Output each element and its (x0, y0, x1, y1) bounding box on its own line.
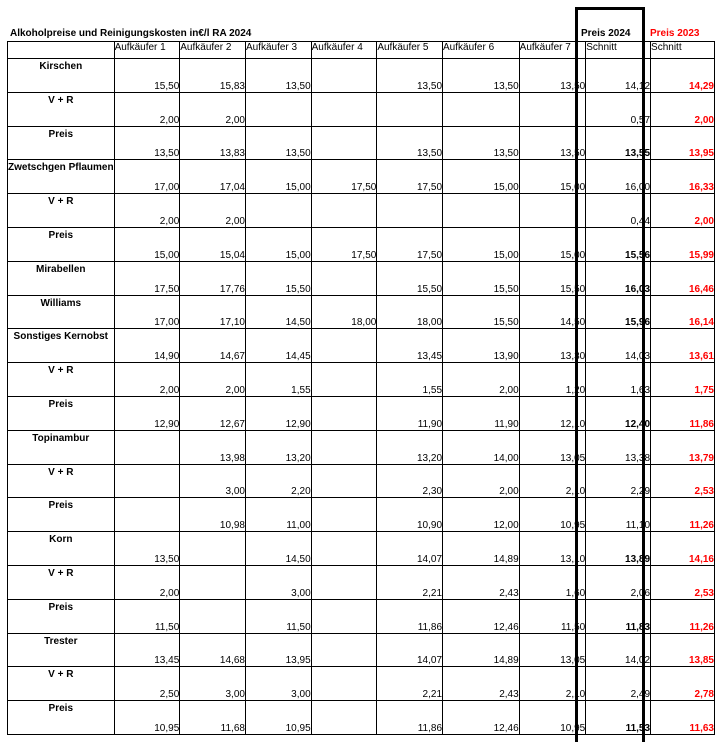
column-header-schnitt-2024: Schnitt (586, 42, 651, 59)
table-row (8, 295, 715, 329)
cell-aufkaeufer-4 (311, 599, 377, 633)
cell-aufkaeufer-7: 13,05 (519, 633, 586, 667)
table-row (8, 160, 715, 194)
cell-aufkaeufer-1: 2,50 (114, 667, 180, 701)
cell-aufkaeufer-2: 12,67 (180, 396, 246, 430)
cell-aufkaeufer-5: 15,50 (377, 261, 443, 295)
table-row (8, 667, 715, 701)
cell-aufkaeufer-4 (311, 59, 377, 93)
cell-aufkaeufer-6: 12,00 (443, 498, 520, 532)
cell-aufkaeufer-2: 2,00 (180, 363, 246, 397)
column-header-aufkaeufer-4: Aufkäufer 4 (311, 42, 377, 59)
cell-schnitt-2024: 11,53 (586, 701, 651, 735)
column-header-aufkaeufer-7: Aufkäufer 7 (519, 42, 586, 59)
table-row (8, 701, 715, 735)
cell-aufkaeufer-5: 17,50 (377, 227, 443, 261)
header-price-2024: Preis 2024 (581, 28, 631, 39)
cell-schnitt-2023: 16,46 (651, 261, 715, 295)
cell-aufkaeufer-6: 13,50 (443, 126, 520, 160)
cell-aufkaeufer-4 (311, 194, 377, 228)
cell-schnitt-2024: 16,00 (586, 160, 651, 194)
cell-aufkaeufer-7 (519, 92, 586, 126)
table-row (8, 532, 715, 566)
cell-schnitt-2023: 13,85 (651, 633, 715, 667)
cell-schnitt-2024: 2,49 (586, 667, 651, 701)
cell-aufkaeufer-3: 1,55 (245, 363, 311, 397)
price-table (7, 41, 715, 735)
cell-schnitt-2024: 14,03 (586, 329, 651, 363)
cell-aufkaeufer-7: 13,30 (519, 329, 586, 363)
table-row (8, 126, 715, 160)
row-label: Korn (8, 532, 115, 566)
table-row (8, 363, 715, 397)
cell-aufkaeufer-1 (114, 498, 180, 532)
row-label: Preis (8, 227, 115, 261)
cell-aufkaeufer-4 (311, 633, 377, 667)
cell-aufkaeufer-2: 17,04 (180, 160, 246, 194)
cell-schnitt-2024: 12,40 (586, 396, 651, 430)
cell-schnitt-2023: 13,61 (651, 329, 715, 363)
cell-aufkaeufer-3: 11,50 (245, 599, 311, 633)
row-label: Mirabellen (8, 261, 115, 295)
row-label: Preis (8, 396, 115, 430)
cell-aufkaeufer-7: 13,50 (519, 59, 586, 93)
table-row (8, 565, 715, 599)
cell-aufkaeufer-4 (311, 701, 377, 735)
cell-aufkaeufer-2: 15,83 (180, 59, 246, 93)
cell-aufkaeufer-3: 12,90 (245, 396, 311, 430)
cell-aufkaeufer-3 (245, 194, 311, 228)
cell-aufkaeufer-1: 2,00 (114, 92, 180, 126)
cell-aufkaeufer-2: 15,04 (180, 227, 246, 261)
cell-aufkaeufer-5: 13,45 (377, 329, 443, 363)
cell-aufkaeufer-3 (245, 92, 311, 126)
row-label: V + R (8, 363, 115, 397)
cell-aufkaeufer-5 (377, 92, 443, 126)
column-header-aufkaeufer-2: Aufkäufer 2 (180, 42, 246, 59)
cell-aufkaeufer-6: 2,00 (443, 363, 520, 397)
cell-schnitt-2024: 2,29 (586, 464, 651, 498)
cell-schnitt-2023: 2,53 (651, 565, 715, 599)
cell-schnitt-2024: 16,03 (586, 261, 651, 295)
row-label: V + R (8, 667, 115, 701)
cell-schnitt-2023: 2,00 (651, 194, 715, 228)
table-row (8, 59, 715, 93)
cell-aufkaeufer-3: 3,00 (245, 667, 311, 701)
cell-schnitt-2024: 13,55 (586, 126, 651, 160)
cell-schnitt-2024: 14,12 (586, 59, 651, 93)
cell-aufkaeufer-1: 15,00 (114, 227, 180, 261)
cell-aufkaeufer-6: 14,89 (443, 633, 520, 667)
cell-aufkaeufer-4 (311, 92, 377, 126)
cell-aufkaeufer-7: 13,50 (519, 126, 586, 160)
row-label: Preis (8, 498, 115, 532)
cell-schnitt-2024: 11,10 (586, 498, 651, 532)
cell-aufkaeufer-2 (180, 532, 246, 566)
cell-aufkaeufer-6: 12,46 (443, 701, 520, 735)
cell-aufkaeufer-2: 13,98 (180, 430, 246, 464)
row-label: Topinambur (8, 430, 115, 464)
cell-aufkaeufer-2: 17,10 (180, 295, 246, 329)
cell-aufkaeufer-2: 2,00 (180, 194, 246, 228)
cell-schnitt-2023: 13,95 (651, 126, 715, 160)
cell-aufkaeufer-5: 1,55 (377, 363, 443, 397)
sheet-title: Alkoholpreise und Reinigungskosten in€/l RA 2024 (10, 28, 252, 39)
cell-aufkaeufer-1: 11,50 (114, 599, 180, 633)
table-body (8, 59, 715, 735)
column-header-schnitt-2023: Schnitt (651, 42, 715, 59)
cell-aufkaeufer-3: 15,00 (245, 160, 311, 194)
cell-aufkaeufer-3: 13,50 (245, 126, 311, 160)
cell-aufkaeufer-1: 10,95 (114, 701, 180, 735)
cell-aufkaeufer-4 (311, 667, 377, 701)
cell-aufkaeufer-7: 1,60 (519, 565, 586, 599)
cell-aufkaeufer-5: 2,21 (377, 667, 443, 701)
cell-schnitt-2024: 14,02 (586, 633, 651, 667)
cell-aufkaeufer-6: 2,43 (443, 565, 520, 599)
cell-aufkaeufer-4 (311, 532, 377, 566)
cell-aufkaeufer-5: 13,20 (377, 430, 443, 464)
cell-aufkaeufer-1: 13,50 (114, 126, 180, 160)
cell-aufkaeufer-7 (519, 194, 586, 228)
cell-aufkaeufer-1: 13,50 (114, 532, 180, 566)
column-header-aufkaeufer-1: Aufkäufer 1 (114, 42, 180, 59)
row-label: Williams (8, 295, 115, 329)
cell-aufkaeufer-7: 2,10 (519, 667, 586, 701)
cell-schnitt-2023: 11,86 (651, 396, 715, 430)
cell-aufkaeufer-3: 2,20 (245, 464, 311, 498)
cell-aufkaeufer-4: 18,00 (311, 295, 377, 329)
cell-aufkaeufer-3: 13,20 (245, 430, 311, 464)
column-header-aufkaeufer-3: Aufkäufer 3 (245, 42, 311, 59)
cell-aufkaeufer-1: 13,45 (114, 633, 180, 667)
cell-aufkaeufer-4: 17,50 (311, 227, 377, 261)
table-row (8, 430, 715, 464)
cell-aufkaeufer-1: 12,90 (114, 396, 180, 430)
cell-schnitt-2023: 15,99 (651, 227, 715, 261)
cell-aufkaeufer-7: 2,10 (519, 464, 586, 498)
cell-aufkaeufer-5: 13,50 (377, 126, 443, 160)
cell-aufkaeufer-3: 13,95 (245, 633, 311, 667)
cell-schnitt-2024: 15,56 (586, 227, 651, 261)
cell-schnitt-2023: 2,00 (651, 92, 715, 126)
cell-aufkaeufer-6: 13,50 (443, 59, 520, 93)
cell-schnitt-2023: 1,75 (651, 363, 715, 397)
row-label: Preis (8, 126, 115, 160)
cell-schnitt-2023: 11,26 (651, 599, 715, 633)
cell-schnitt-2023: 14,29 (651, 59, 715, 93)
cell-aufkaeufer-1: 17,00 (114, 160, 180, 194)
cell-schnitt-2023: 16,14 (651, 295, 715, 329)
cell-schnitt-2023: 16,33 (651, 160, 715, 194)
cell-aufkaeufer-1 (114, 464, 180, 498)
cell-aufkaeufer-7: 14,50 (519, 295, 586, 329)
cell-aufkaeufer-2: 17,76 (180, 261, 246, 295)
cell-aufkaeufer-7: 13,10 (519, 532, 586, 566)
cell-aufkaeufer-7: 11,50 (519, 599, 586, 633)
cell-aufkaeufer-5: 13,50 (377, 59, 443, 93)
cell-aufkaeufer-2: 3,00 (180, 464, 246, 498)
cell-aufkaeufer-1: 2,00 (114, 363, 180, 397)
cell-aufkaeufer-5: 17,50 (377, 160, 443, 194)
cell-schnitt-2023: 11,26 (651, 498, 715, 532)
cell-aufkaeufer-7: 10,95 (519, 701, 586, 735)
column-header-label (8, 42, 115, 59)
cell-aufkaeufer-7: 15,00 (519, 227, 586, 261)
cell-aufkaeufer-1: 17,50 (114, 261, 180, 295)
cell-aufkaeufer-2: 14,68 (180, 633, 246, 667)
cell-aufkaeufer-5: 11,90 (377, 396, 443, 430)
cell-aufkaeufer-3: 15,00 (245, 227, 311, 261)
cell-aufkaeufer-6: 15,50 (443, 295, 520, 329)
column-header-row (8, 42, 715, 59)
cell-aufkaeufer-7: 15,50 (519, 261, 586, 295)
cell-aufkaeufer-7: 12,10 (519, 396, 586, 430)
cell-schnitt-2023: 14,16 (651, 532, 715, 566)
cell-aufkaeufer-6: 14,89 (443, 532, 520, 566)
cell-schnitt-2023: 11,63 (651, 701, 715, 735)
cell-schnitt-2024: 0,57 (586, 92, 651, 126)
cell-aufkaeufer-7: 13,05 (519, 430, 586, 464)
table-row (8, 599, 715, 633)
cell-aufkaeufer-1: 14,90 (114, 329, 180, 363)
row-label: Zwetschgen Pflaumen (8, 160, 115, 194)
cell-aufkaeufer-4 (311, 430, 377, 464)
cell-aufkaeufer-5: 11,86 (377, 701, 443, 735)
row-label: V + R (8, 464, 115, 498)
cell-aufkaeufer-6: 11,90 (443, 396, 520, 430)
row-label: Trester (8, 633, 115, 667)
cell-aufkaeufer-3: 14,50 (245, 295, 311, 329)
cell-aufkaeufer-6: 13,90 (443, 329, 520, 363)
cell-aufkaeufer-4 (311, 126, 377, 160)
cell-schnitt-2023: 2,78 (651, 667, 715, 701)
row-label: Sonstiges Kernobst (8, 329, 115, 363)
cell-aufkaeufer-2: 3,00 (180, 667, 246, 701)
cell-aufkaeufer-4: 17,50 (311, 160, 377, 194)
cell-schnitt-2024: 11,83 (586, 599, 651, 633)
cell-aufkaeufer-6: 15,00 (443, 160, 520, 194)
cell-schnitt-2024: 2,06 (586, 565, 651, 599)
cell-aufkaeufer-5: 11,86 (377, 599, 443, 633)
cell-aufkaeufer-1 (114, 430, 180, 464)
table-row (8, 498, 715, 532)
cell-aufkaeufer-3: 11,00 (245, 498, 311, 532)
cell-schnitt-2023: 13,79 (651, 430, 715, 464)
row-label: V + R (8, 194, 115, 228)
cell-schnitt-2024: 15,96 (586, 295, 651, 329)
cell-aufkaeufer-1: 2,00 (114, 565, 180, 599)
cell-aufkaeufer-3: 14,50 (245, 532, 311, 566)
row-label: V + R (8, 565, 115, 599)
cell-aufkaeufer-7: 15,00 (519, 160, 586, 194)
cell-aufkaeufer-4 (311, 261, 377, 295)
cell-aufkaeufer-3: 3,00 (245, 565, 311, 599)
cell-aufkaeufer-3: 13,50 (245, 59, 311, 93)
cell-aufkaeufer-5: 14,07 (377, 532, 443, 566)
cell-aufkaeufer-6: 12,46 (443, 599, 520, 633)
cell-aufkaeufer-2: 11,68 (180, 701, 246, 735)
cell-aufkaeufer-2: 10,98 (180, 498, 246, 532)
cell-aufkaeufer-4 (311, 498, 377, 532)
table-row (8, 396, 715, 430)
table-row (8, 92, 715, 126)
cell-aufkaeufer-6: 2,00 (443, 464, 520, 498)
table-row (8, 633, 715, 667)
table-row (8, 329, 715, 363)
column-header-aufkaeufer-6: Aufkäufer 6 (443, 42, 520, 59)
cell-aufkaeufer-1: 17,00 (114, 295, 180, 329)
cell-aufkaeufer-7: 10,95 (519, 498, 586, 532)
row-label: Kirschen (8, 59, 115, 93)
cell-aufkaeufer-6: 15,00 (443, 227, 520, 261)
cell-schnitt-2024: 0,44 (586, 194, 651, 228)
cell-aufkaeufer-2 (180, 599, 246, 633)
cell-aufkaeufer-4 (311, 565, 377, 599)
table-row (8, 464, 715, 498)
cell-aufkaeufer-5: 2,30 (377, 464, 443, 498)
row-label: Preis (8, 599, 115, 633)
cell-aufkaeufer-5: 18,00 (377, 295, 443, 329)
row-label: Preis (8, 701, 115, 735)
cell-aufkaeufer-4 (311, 396, 377, 430)
cell-aufkaeufer-6: 15,50 (443, 261, 520, 295)
header-price-2023: Preis 2023 (650, 28, 700, 39)
cell-aufkaeufer-1: 15,50 (114, 59, 180, 93)
cell-aufkaeufer-2: 14,67 (180, 329, 246, 363)
cell-aufkaeufer-6: 2,43 (443, 667, 520, 701)
table-row (8, 261, 715, 295)
cell-aufkaeufer-6 (443, 92, 520, 126)
cell-aufkaeufer-6: 14,00 (443, 430, 520, 464)
cell-aufkaeufer-3: 14,45 (245, 329, 311, 363)
cell-aufkaeufer-2 (180, 565, 246, 599)
cell-schnitt-2024: 13,89 (586, 532, 651, 566)
cell-aufkaeufer-2: 13,83 (180, 126, 246, 160)
cell-schnitt-2023: 2,53 (651, 464, 715, 498)
cell-aufkaeufer-1: 2,00 (114, 194, 180, 228)
cell-aufkaeufer-5: 14,07 (377, 633, 443, 667)
cell-aufkaeufer-4 (311, 329, 377, 363)
cell-aufkaeufer-4 (311, 363, 377, 397)
cell-aufkaeufer-4 (311, 464, 377, 498)
cell-schnitt-2024: 1,63 (586, 363, 651, 397)
column-header-aufkaeufer-5: Aufkäufer 5 (377, 42, 443, 59)
row-label: V + R (8, 92, 115, 126)
cell-aufkaeufer-6 (443, 194, 520, 228)
cell-aufkaeufer-5 (377, 194, 443, 228)
table-row (8, 227, 715, 261)
cell-aufkaeufer-5: 2,21 (377, 565, 443, 599)
cell-aufkaeufer-7: 1,20 (519, 363, 586, 397)
cell-aufkaeufer-5: 10,90 (377, 498, 443, 532)
cell-aufkaeufer-2: 2,00 (180, 92, 246, 126)
table-row (8, 194, 715, 228)
cell-aufkaeufer-3: 15,50 (245, 261, 311, 295)
cell-aufkaeufer-3: 10,95 (245, 701, 311, 735)
cell-schnitt-2024: 13,38 (586, 430, 651, 464)
